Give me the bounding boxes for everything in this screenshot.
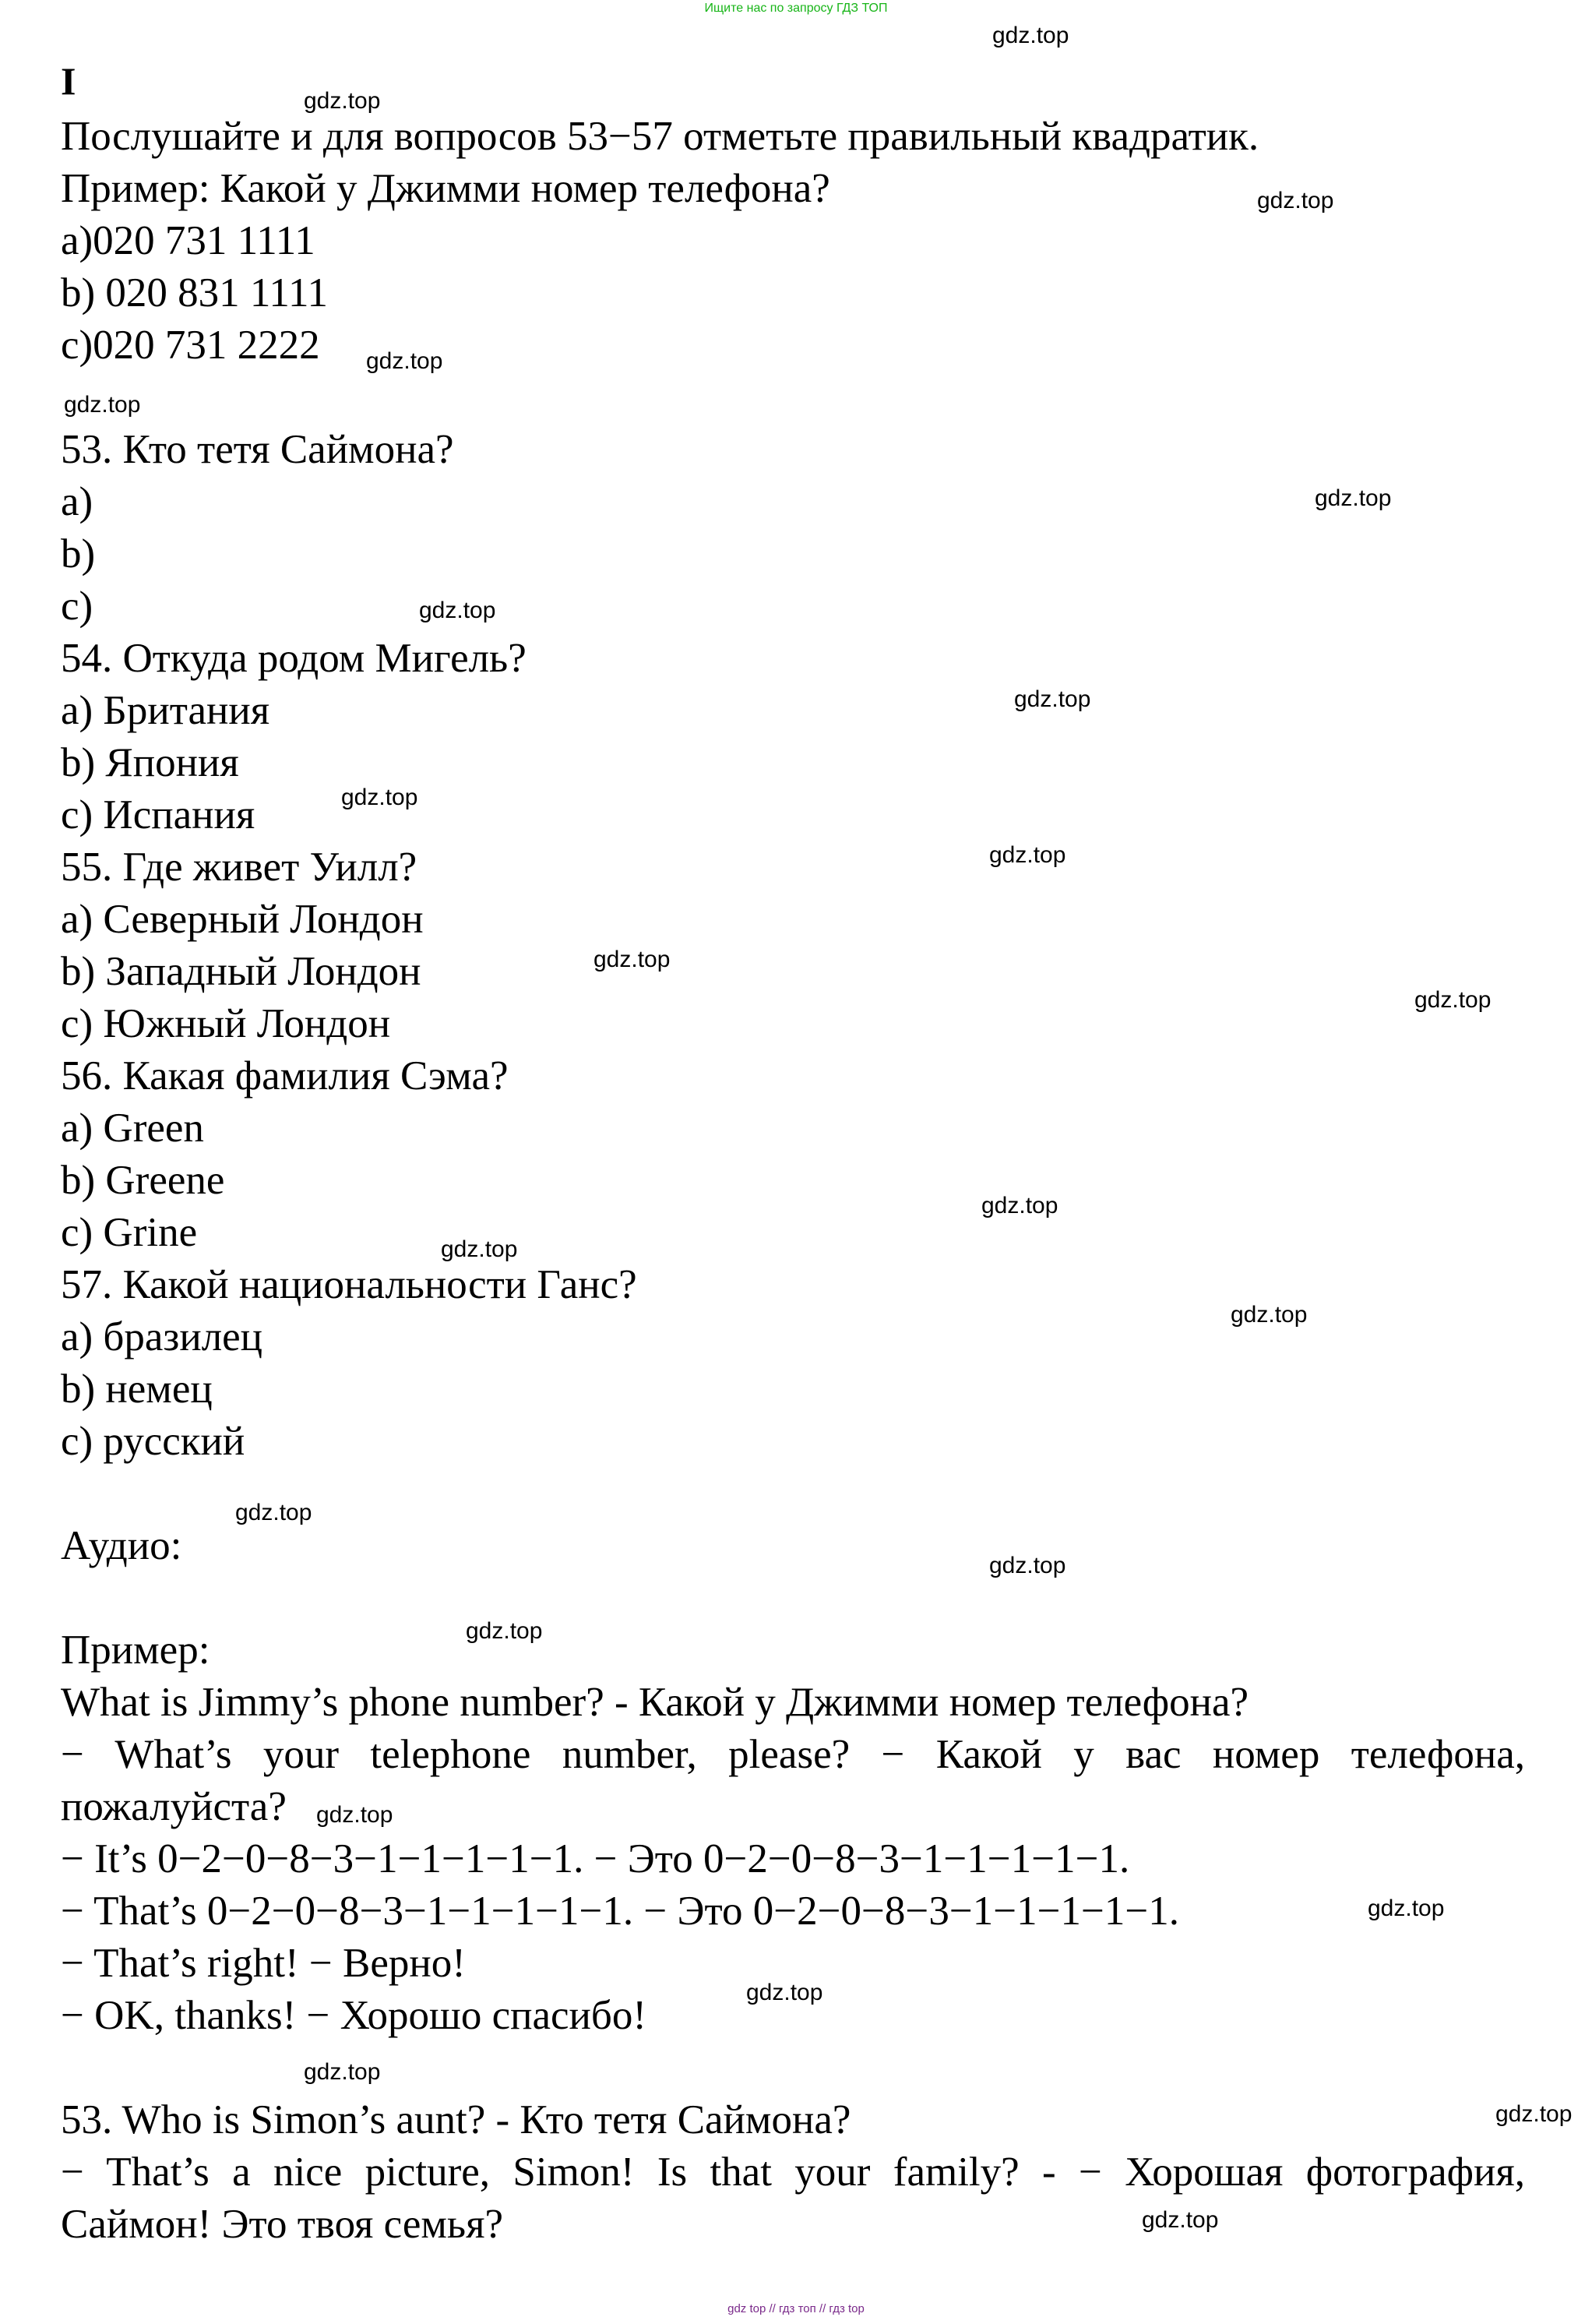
watermark: gdz.top [1414, 987, 1492, 1013]
question-55-option-a: a) Северный Лондон [61, 897, 424, 942]
footer[interactable]: gdz top // гдз топ // гдз top [727, 2302, 865, 2315]
watermark: gdz.top [341, 785, 418, 810]
question-54: 54. Откуда родом Мигель? [61, 636, 527, 681]
watermark: gdz.top [366, 348, 443, 374]
transcript-line: − OK, thanks! − Хорошо спасибо! [61, 1993, 647, 2038]
question-54-option-b: b) Япония [61, 740, 239, 785]
question-57-option-b: b) немец [61, 1367, 213, 1412]
watermark: gdz.top [989, 1553, 1066, 1578]
question-53-option-b: b) [61, 531, 96, 577]
transcript-q53-line: 53. Who is Simon’s aunt? - Кто тетя Саймона? [61, 2097, 851, 2142]
question-55: 55. Где живет Уилл? [61, 845, 417, 890]
watermark: gdz.top [992, 23, 1069, 48]
watermark: gdz.top [746, 1980, 823, 2005]
transcript-line: − It’s 0−2−0−8−3−1−1−1−1−1. − Это 0−2−0−8−3−1−1−1−1−1. [61, 1836, 1130, 1881]
question-55-option-c: c) Южный Лондон [61, 1001, 391, 1046]
question-55-option-b: b) Западный Лондон [61, 949, 421, 994]
question-57-option-a: a) бразилец [61, 1314, 263, 1359]
transcript-q53-line: − That’s a nice picture, Simon! Is that your family? - − Хорошая фотография, [61, 2149, 1525, 2195]
watermark: gdz.top [1142, 2207, 1219, 2233]
watermark: gdz.top [419, 598, 496, 623]
question-56: 56. Какая фамилия Сэма? [61, 1053, 509, 1099]
question-57: 57. Какой национальности Ганс? [61, 1262, 637, 1307]
example-option-c: c)020 731 2222 [61, 323, 320, 368]
instructions: Послушайте и для вопросов 53−57 отметьте правильный квадратик. [61, 114, 1259, 159]
question-53-option-c: c) [61, 584, 93, 629]
watermark: gdz.top [593, 947, 671, 972]
example-question: Пример: Какой у Джимми номер телефона? [61, 166, 830, 211]
transcript-line: − That’s 0−2−0−8−3−1−1−1−1−1. − Это 0−2−0−8−3−1−1−1−1−1. [61, 1888, 1180, 1934]
watermark: gdz.top [1257, 188, 1334, 213]
example-option-a: a)020 731 1111 [61, 218, 315, 263]
transcript-line: − That’s right! − Верно! [61, 1941, 466, 1986]
transcript-line: пожалуйста? [61, 1784, 287, 1829]
top-banner[interactable]: Ищите нас по запросу ГДЗ ТОП [704, 2, 888, 15]
audio-example-label: Пример: [61, 1628, 210, 1673]
watermark: gdz.top [1495, 2101, 1573, 2127]
question-54-option-a: a) Британия [61, 688, 270, 733]
question-54-option-c: c) Испания [61, 792, 255, 838]
watermark: gdz.top [304, 2059, 381, 2085]
watermark: gdz.top [989, 842, 1066, 868]
watermark: gdz.top [1014, 686, 1091, 712]
watermark: gdz.top [466, 1618, 543, 1644]
watermark: gdz.top [441, 1236, 518, 1262]
watermark: gdz.top [1231, 1302, 1308, 1328]
watermark: gdz.top [64, 392, 141, 418]
question-56-option-b: b) Greene [61, 1158, 225, 1203]
question-56-option-c: c) Grine [61, 1210, 198, 1255]
audio-label: Аудио: [61, 1523, 182, 1568]
question-53: 53. Кто тетя Саймона? [61, 427, 454, 472]
watermark: gdz.top [304, 88, 381, 114]
watermark: gdz.top [981, 1193, 1058, 1218]
section-label: I [61, 59, 76, 103]
transcript-line: − What’s your telephone number, please? − Какой у вас номер телефона, [61, 1732, 1525, 1777]
watermark: gdz.top [316, 1802, 393, 1828]
watermark: gdz.top [235, 1500, 312, 1525]
transcript-q53-line: Саймон! Это твоя семья? [61, 2202, 503, 2247]
question-57-option-c: c) русский [61, 1419, 245, 1464]
watermark: gdz.top [1315, 485, 1392, 511]
question-56-option-a: a) Green [61, 1106, 204, 1151]
example-option-b: b) 020 831 1111 [61, 270, 328, 316]
transcript-line: What is Jimmy’s phone number? - Какой у Джимми номер телефона? [61, 1680, 1249, 1725]
question-53-option-a: a) [61, 479, 93, 524]
watermark: gdz.top [1368, 1896, 1445, 1921]
